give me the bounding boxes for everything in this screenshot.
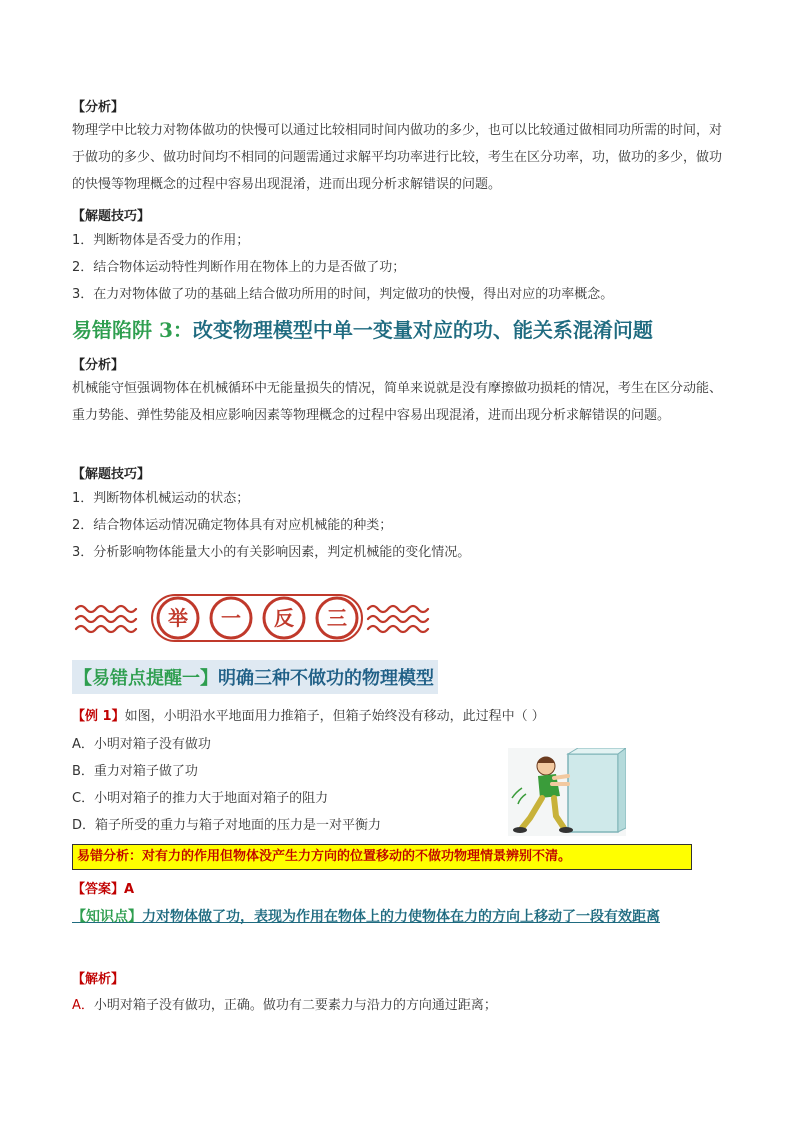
tips-header-2: 【解题技巧】 <box>72 467 151 482</box>
analysis-line-a <box>72 992 724 1019</box>
option-d: D．箱子所受的重力与箱子对地面的压力是一对平衡力 <box>72 818 382 833</box>
analysis-header-1: 【分析】 <box>72 100 125 115</box>
banner-char-4: 三 <box>327 606 347 630</box>
answer-line <box>72 878 724 897</box>
example-stem-text: 如图，小明沿水平地面用力推箱子，但箱子始终没有移动，此过程中（ ） <box>124 709 545 724</box>
boy-pushing-box-icon <box>508 748 626 836</box>
knowledge-label: 【知识点】 <box>72 909 142 925</box>
option-a: A．小明对箱子没有做功 <box>72 737 211 752</box>
wave-right-icon <box>368 606 428 632</box>
error-analysis-box: 易错分析：对有力的作用但物体没产生力方向的位置移动的不做功物理情景辨别不清。 <box>72 844 692 870</box>
option-c: C．小明对箱子的推力大于地面对箱子的阻力 <box>72 791 329 806</box>
knowledge-text: 力对物体做了功，表现为作用在物体上的力使物体在力的方向上移动了一段有效距离 <box>142 909 660 925</box>
knowledge-point <box>72 902 724 932</box>
analysis-line-a-prefix: A． <box>72 998 94 1013</box>
answer-label: 【答案】 <box>72 882 125 897</box>
tip-1-3: 3．在力对物体做了功的基础上结合做功所用的时间，判定做功的快慢，得出对应的功率概念。 <box>72 287 614 302</box>
tip-2-1: 1．判断物体机械运动的状态； <box>72 491 250 506</box>
reminder-bracket: 【易错点提醒一】 <box>74 668 218 689</box>
trap-3-text: 改变物理模型中单一变量对应的功、能关系混淆问题 <box>192 318 653 342</box>
tip-2-3: 3．分析影响物体能量大小的有关影响因素，判定机械能的变化情况。 <box>72 545 471 560</box>
wave-left-icon <box>76 606 136 632</box>
trap-3-title <box>72 314 724 343</box>
answer-value: A <box>124 882 135 897</box>
trap-3-prefix: 易错陷阱 3： <box>72 318 193 342</box>
banner-juyifansan <box>72 583 432 663</box>
tip-1-1: 1．判断物体是否受力的作用； <box>72 233 250 248</box>
banner-char-1: 举 <box>168 606 188 630</box>
tip-1-2: 2．结合物体运动特性判断作用在物体上的力是否做了功； <box>72 260 406 275</box>
tips-header-1: 【解题技巧】 <box>72 209 151 224</box>
boy-pushing-box-illustration <box>508 748 626 836</box>
reminder-title: 明确三种不做功的物理模型 <box>218 668 434 689</box>
analysis-paragraph-1: 物理学中比较力对物体做功的快慢可以通过比较相同时间内做功的多少，也可以比较通过做相同功所需的时间，对于做功的多少、做功时间均不相同的问题需通过求解平均功率进行比较，考生在区分功率，功，做功的多少，做功的快慢等物理概念的过程中容易出现混淆，进而出现分析求解错误的问题。 <box>72 123 723 192</box>
example-stem <box>72 703 724 730</box>
example-label: 【例 1】 <box>72 709 125 724</box>
analysis-paragraph-2: 机械能守恒强调物体在机械循环中无能量损失的情况，简单来说就是没有摩擦做功损耗的情况，考生在区分动能、重力势能、弹性势能及相应影响因素等物理概念的过程中容易出现混淆，进而出现分析求解错误的问题。 <box>72 381 723 423</box>
analysis-label: 【解析】 <box>72 972 125 987</box>
tip-2-2: 2．结合物体运动情况确定物体具有对应机械能的种类； <box>72 518 393 533</box>
analysis-header-2: 【分析】 <box>72 358 125 373</box>
banner-char-3: 反 <box>274 606 294 630</box>
reminder-heading <box>72 660 438 694</box>
analysis-line-a-text: 小明对箱子没有做功，正确。做功有二要素力与沿力的方向通过距离； <box>93 998 497 1013</box>
banner-graphic <box>72 583 432 663</box>
option-b: B．重力对箱子做了功 <box>72 764 198 779</box>
banner-char-2: 一 <box>221 606 241 630</box>
